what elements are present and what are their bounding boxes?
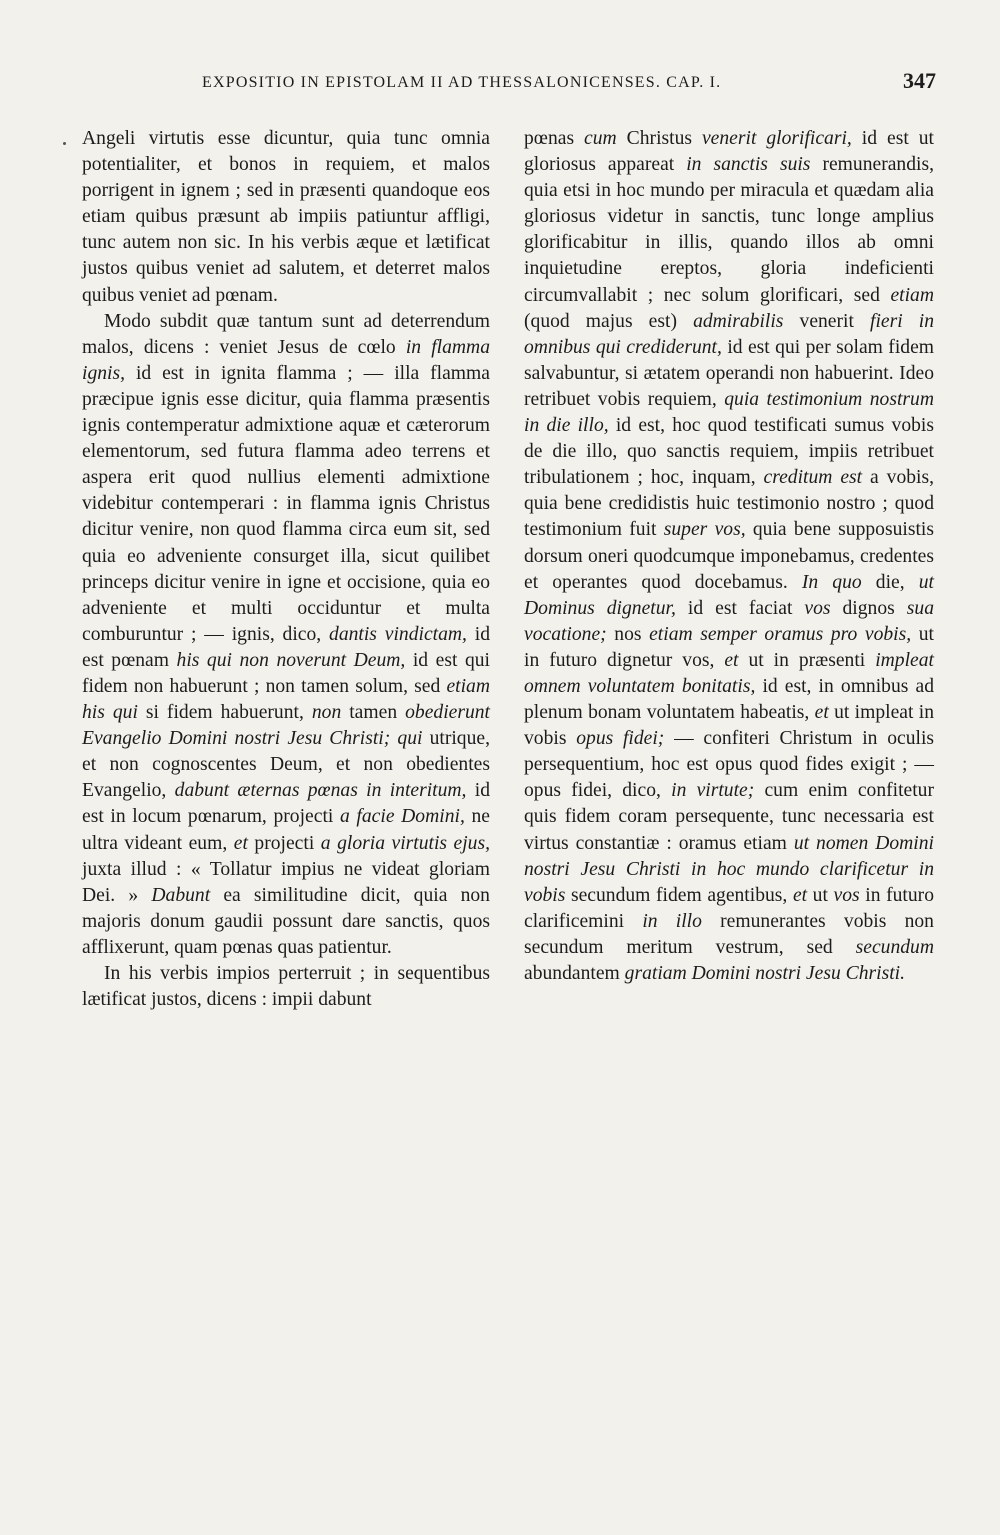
italic-run: ut nomen Domini nostri Jesu Christi in hoc mundo clarificetur in vobis (524, 832, 934, 906)
italic-run: gratiam Domini nostri Jesu Christi. (624, 963, 905, 984)
italic-run: In quo (801, 571, 862, 593)
page-number: 347 (903, 68, 936, 93)
italic-run: et (792, 884, 808, 906)
italic-run: his qui non noverunt Deum, (176, 649, 406, 671)
italic-run: in illo (642, 910, 702, 932)
italic-run: vos (804, 597, 831, 619)
italic-run: opus fidei; (576, 728, 665, 750)
right-paragraph-1: pœnas cum Christus venerit glorificari, id est ut gloriosus appareat in sanctis suis remunerandis, quia etsi in hoc mundo per miracula et quædam alia gloriosus videtur in sanctis, tunc longe amplius glorificabitur in illis, quando illos ab omni inquietudine ereptos, gloria indeficienti circumvallabit ; nec solum glorificari, sed etiam (quod majus est) admirabilis venerit fieri in omnibus qui crediderunt, id est qui per solam fidem salvabuntur, si ætatem operandi non habuerint. Ideo retribuet vobis requiem, quia testimonium nostrum in die illo, id est, hoc quod testificati sumus vobis de die illo, quo sanctis requiem, impiis retribuet tribulationem ; hoc, inquam, creditum est a vobis, quia bene credidistis huic testimonio nostro ; quod testimonium fuit super vos, quia bene supposuistis dorsum oneri quodcumque imponebamus, credentes et operantes quod docebamus. In quo die, ut Dominus dignetur, id est faciat vos dignos sua vocatione; nos etiam semper oramus pro vobis, ut in futuro dignetur vos, et ut in præsenti impleat omnem voluntatem bonitatis, id est, in omnibus ad plenum bonam voluntatem habeatis, et ut impleat in vobis opus fidei; — confiteri Christum in oculis persequentium, hoc est opus quod fides exigit ; — opus fidei, dico, in virtute; cum enim confitetur quis fidem coram persequente, tunc necessaria est virtus constantiæ : oramus etiam ut nomen Domini nostri Jesu Christi in hoc mundo clarificetur in vobis secundum fidem agentibus, et ut vos in futuro clarificemini in illo remunerantes vobis non secundum meritum vestrum, sed secundum abundantem gratiam Domini nostri Jesu Christi. (524, 128, 935, 984)
italic-run: a facie Domini, (339, 806, 465, 828)
right-column (524, 126, 934, 987)
italic-run: in flamma ignis, (82, 336, 490, 384)
italic-run: etiam his qui (82, 675, 490, 724)
left-paragraph-3: In his verbis impios perterruit ; in sequentibus lætificat justos, dicens : impii dabunt (82, 963, 490, 1011)
italic-run: et (814, 702, 829, 724)
italic-run: in sanctis suis (686, 154, 811, 176)
margin-dot (63, 142, 66, 145)
running-title: EXPOSITIO IN EPISTOLAM II AD THESSALONICENSES. CAP. I. (202, 74, 722, 91)
italic-run: impleat omnem voluntatem bonitatis, (524, 649, 934, 697)
left-paragraph-2: Modo subdit quæ tantum sunt ad deterrendum malos, dicens : veniet Jesus de cœlo in flamma ignis, id est in ignita flamma ; — illa flamma præcipue ignis esse dicitur, quia flamma præsentis ignis contemperatur admixtione aquæ et cæterorum elementorum, sed futura flamma adeo terrens et aspera erit quod nullius elementi admixtione videbitur contemperari : in flamma ignis Christus dicitur venire, non quod flamma circa eum sit, sed quia eo adveniente consurget illa, sicut quilibet princeps dicitur venire in igne et occisione, quia eo adveniente et multi occiduntur et multa comburuntur ; — ignis, dico, dantis vindictam, id est pœnam his qui non noverunt Deum, id est qui fidem non habuerunt ; non tamen solum, sed etiam his qui si fidem habuerunt, non tamen obedierunt Evangelio Domini nostri Jesu Christi; qui utrique, et non cognoscentes Deum, et non obedientes Evangelio, dabunt æternas pœnas in interitum, id est in locum pœnarum, projecti a facie Domini, ne ultra videant eum, et projecti a gloria virtutis ejus, juxta illud : « Tollatur impius ne videat gloriam Dei. » Dabunt ea similitudine dicit, quia non majoris donum gaudii possunt dare sanctis, quos afflixerunt, quam pœnas quas patientur. (82, 310, 491, 958)
italic-run: etiam (890, 284, 934, 306)
italic-run: fieri in omnibus qui crediderunt, (524, 310, 934, 358)
italic-run: admirabilis (693, 310, 784, 332)
italic-run: sua vocatione; (524, 597, 934, 645)
left-column (82, 126, 490, 1013)
italic-run: vos (833, 884, 860, 906)
italic-run: creditum est (763, 467, 863, 489)
italic-run: super vos, (663, 519, 746, 541)
italic-run: dabunt æternas pœnas in interitum, (174, 780, 467, 802)
italic-run: Dabunt (151, 884, 211, 906)
italic-run: et (233, 832, 248, 854)
italic-run: a gloria virtutis ejus, (320, 832, 491, 854)
page-header (82, 68, 940, 102)
italic-run: ut Dominus dignetur, (524, 571, 934, 619)
italic-run: secundum (855, 936, 934, 958)
italic-run: venerit glorificari, (701, 128, 852, 149)
italic-run: etiam semper oramus pro vobis, (649, 623, 912, 645)
italic-run: quia testimonium nostrum in die illo, (524, 388, 934, 437)
italic-run: non (311, 702, 342, 724)
italic-run: dantis vindictam, (329, 623, 467, 645)
left-paragraph-1: Angeli virtutis esse dicuntur, quia tunc omnia potentialiter, et bonos in requiem, et malos porrigent in ignem ; sed in præsenti quandoque eos etiam quibus præsunt ab impiis patiuntur affligi, tunc autem non sic. In his verbis æque et lætificat justos quibus veniet ad salutem, et deterret malos quibus veniet ad pœnam. (82, 128, 490, 306)
italic-run: et (724, 649, 739, 671)
italic-run: in virtute; (671, 780, 755, 802)
italic-run: obedierunt Evangelio Domini nostri Jesu Christi; qui (82, 702, 490, 750)
italic-run: cum (584, 128, 617, 149)
